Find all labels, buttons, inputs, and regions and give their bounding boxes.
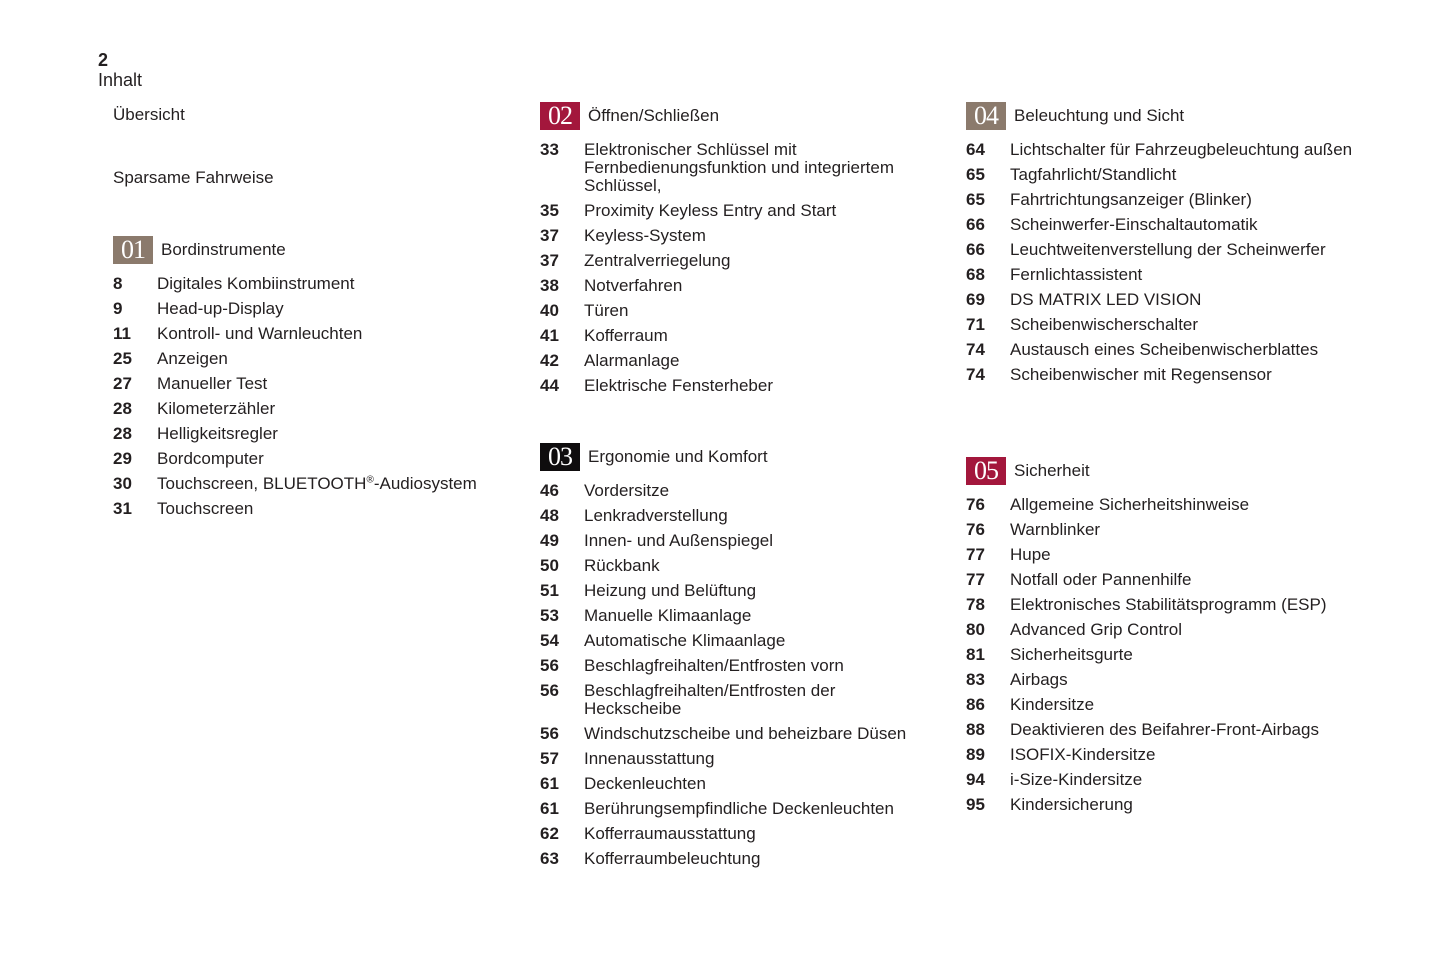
toc-entry-label: Fahrtrichtungsanzeiger (Blinker) xyxy=(1010,190,1252,209)
toc-entry-text xyxy=(1010,796,1361,814)
toc-entry-text xyxy=(584,582,935,600)
toc-entry-text xyxy=(1010,746,1361,764)
toc-entry-text xyxy=(157,325,513,343)
toc-entry[interactable] xyxy=(540,607,935,625)
toc-entry-label: Innen- und Außenspiegel xyxy=(584,531,774,550)
toc-entry[interactable] xyxy=(540,582,935,600)
toc-entry-text xyxy=(584,532,935,550)
toc-entry-label: Kontroll- und Warnleuchten xyxy=(157,324,363,343)
toc-entry-label: Manueller Test xyxy=(157,374,268,393)
toc-entry-text xyxy=(1010,621,1361,639)
toc-entry[interactable] xyxy=(540,850,935,868)
toc-entry-label: Touchscreen, BLUETOOTH xyxy=(157,474,367,493)
toc-entry-label: Warnblinker xyxy=(1010,520,1101,539)
toc-entry-label: Airbags xyxy=(1010,670,1068,689)
toc-entry-text xyxy=(584,632,935,650)
toc-entry-label: Hupe xyxy=(1010,545,1051,564)
toc-entry[interactable] xyxy=(113,275,513,293)
toc-entry-label: Lenkradverstellung xyxy=(584,506,728,525)
toc-entry-label: Rückbank xyxy=(584,556,660,575)
toc-entry[interactable] xyxy=(540,825,935,843)
section-header xyxy=(540,443,935,471)
toc-entry[interactable] xyxy=(966,796,1361,814)
toc-entry-label: Deaktivieren des Beifahrer-Front-Airbags xyxy=(1010,720,1319,739)
toc-entry-page: 42 xyxy=(540,351,559,370)
toc-entry-label: Bordcomputer xyxy=(157,449,264,468)
toc-entry-label: Kindersicherung xyxy=(1010,795,1133,814)
toc-entry-label: Elektronisches Stabilitätsprogramm (ESP) xyxy=(1010,595,1327,614)
toc-entry[interactable] xyxy=(966,496,1361,514)
toc-entry[interactable] xyxy=(540,682,935,718)
toc-entry-page: 56 xyxy=(540,681,559,700)
registered-mark: ® xyxy=(366,474,374,486)
toc-entry-label: Austausch eines Scheibenwischerblattes xyxy=(1010,340,1319,359)
toc-entry[interactable] xyxy=(540,141,935,195)
toc-entry-text xyxy=(1010,216,1361,234)
toc-entry-text xyxy=(1010,341,1361,359)
toc-entry-page: 66 xyxy=(966,240,985,259)
chapter-number-badge: 02 xyxy=(540,102,580,130)
toc-entry-text xyxy=(157,450,513,468)
toc-entry-page: 33 xyxy=(540,140,559,159)
toc-entry-label-suffix: -Audiosystem xyxy=(373,474,477,493)
toc-entry-page: 77 xyxy=(966,570,985,589)
toc-entry-text xyxy=(584,302,935,320)
section-04 xyxy=(966,102,1361,391)
toc-entry-page: 95 xyxy=(966,795,985,814)
toc-entry-page: 76 xyxy=(966,520,985,539)
toc-entry-label: Tagfahrlicht/Standlicht xyxy=(1010,165,1177,184)
toc-entry-text xyxy=(584,252,935,270)
section-01 xyxy=(113,236,513,525)
toc-entry-text xyxy=(157,275,513,293)
toc-entry-label: Advanced Grip Control xyxy=(1010,620,1182,639)
toc-entry[interactable] xyxy=(540,202,935,220)
toc-entry[interactable] xyxy=(540,252,935,270)
toc-entry-page: 27 xyxy=(113,374,132,393)
toc-entry-label: Scheibenwischer mit Regensensor xyxy=(1010,365,1272,384)
toc-entry-text xyxy=(1010,316,1361,334)
toc-entry[interactable] xyxy=(966,621,1361,639)
toc-entry-page: 83 xyxy=(966,670,985,689)
toc-entry[interactable] xyxy=(113,400,513,418)
toc-entry[interactable] xyxy=(113,350,513,368)
toc-entry-label: Notfall oder Pannenhilfe xyxy=(1010,570,1192,589)
toc-entry-page: 88 xyxy=(966,720,985,739)
section-header xyxy=(966,102,1361,130)
toc-entry[interactable] xyxy=(966,266,1361,284)
toc-entry[interactable] xyxy=(540,775,935,793)
chapter-title[interactable]: Beleuchtung und Sicht xyxy=(1014,106,1185,125)
toc-entry-text xyxy=(157,425,513,443)
toc-entry[interactable] xyxy=(540,632,935,650)
toc-entry[interactable] xyxy=(113,325,513,343)
toc-entry-label: Deckenleuchten xyxy=(584,774,706,793)
toc-entry-page: 63 xyxy=(540,849,559,868)
toc-entry-text xyxy=(1010,166,1361,184)
toc-entry-page: 77 xyxy=(966,545,985,564)
toc-entry[interactable] xyxy=(966,671,1361,689)
toc-entry[interactable] xyxy=(966,646,1361,664)
toc-entry-text xyxy=(157,300,513,318)
toc-entry-label: Anzeigen xyxy=(157,349,228,368)
toc-entry-text xyxy=(584,202,935,220)
toc-entry-label: Berührungsempfindliche Deckenleuchten xyxy=(584,799,894,818)
toc-entry-page: 48 xyxy=(540,506,559,525)
toc-entry-page: 29 xyxy=(113,449,132,468)
toc-entry[interactable] xyxy=(540,352,935,370)
toc-entry[interactable] xyxy=(966,241,1361,259)
toc-entry[interactable] xyxy=(113,375,513,393)
toc-entry-page: 37 xyxy=(540,251,559,270)
toc-entry-page: 86 xyxy=(966,695,985,714)
toc-entry-page: 66 xyxy=(966,215,985,234)
toc-entry-page: 37 xyxy=(540,226,559,245)
toc-entry[interactable] xyxy=(113,450,513,468)
toc-entry-text xyxy=(584,850,935,868)
toc-entry-label: DS MATRIX LED VISION xyxy=(1010,290,1202,309)
toc-entry-label: Proximity Keyless Entry and Start xyxy=(584,201,837,220)
toc-entry-page: 57 xyxy=(540,749,559,768)
toc-entry-page: 68 xyxy=(966,265,985,284)
toc-entry-label: Automatische Klimaanlage xyxy=(584,631,786,650)
toc-entry[interactable] xyxy=(540,327,935,345)
toc-entry-label: Heizung und Belüftung xyxy=(584,581,757,600)
toc-entry-text xyxy=(1010,521,1361,539)
toc-entry-text xyxy=(157,475,513,493)
toc-entry[interactable] xyxy=(540,800,935,818)
toc-link-economical-driving[interactable]: Sparsame Fahrweise xyxy=(113,168,274,187)
section-header xyxy=(113,236,513,264)
toc-entry-page: 40 xyxy=(540,301,559,320)
toc-entry-text xyxy=(584,825,935,843)
toc-entry[interactable] xyxy=(966,771,1361,789)
toc-entry-text xyxy=(157,350,513,368)
toc-entry-text xyxy=(584,607,935,625)
toc-entry-list xyxy=(966,141,1361,384)
chapter-title[interactable]: Sicherheit xyxy=(1014,461,1090,480)
toc-entry-page: 76 xyxy=(966,495,985,514)
toc-entry[interactable] xyxy=(966,191,1361,209)
toc-entry-page: 8 xyxy=(113,274,123,293)
toc-entry-page: 30 xyxy=(113,474,132,493)
toc-entry-label: Alarmanlage xyxy=(584,351,680,370)
toc-entry[interactable] xyxy=(540,302,935,320)
toc-entry-label: Beschlagfreihalten/Entfrosten vorn xyxy=(584,656,844,675)
chapter-title[interactable]: Ergonomie und Komfort xyxy=(588,447,768,466)
toc-entry-page: 74 xyxy=(966,365,985,384)
section-header xyxy=(540,102,935,130)
toc-entry-label: ISOFIX-Kindersitze xyxy=(1010,745,1156,764)
chapter-number-badge: 05 xyxy=(966,457,1006,485)
toc-link-overview[interactable]: Übersicht xyxy=(113,105,185,124)
toc-entry-page: 56 xyxy=(540,724,559,743)
toc-entry-page: 35 xyxy=(540,201,559,220)
toc-entry-label: Windschutzscheibe und beheizbare Düsen xyxy=(584,724,907,743)
toc-entry-text xyxy=(584,327,935,345)
toc-entry[interactable] xyxy=(540,532,935,550)
toc-entry-page: 94 xyxy=(966,770,985,789)
toc-entry-page: 64 xyxy=(966,140,985,159)
toc-entry-page: 53 xyxy=(540,606,559,625)
toc-entry-page: 78 xyxy=(966,595,985,614)
toc-entry-text xyxy=(1010,571,1361,589)
toc-entry-text xyxy=(584,800,935,818)
toc-entry-label: Touchscreen xyxy=(157,499,254,518)
toc-entry-page: 51 xyxy=(540,581,559,600)
toc-entry-page: 74 xyxy=(966,340,985,359)
toc-entry-label: Sicherheitsgurte xyxy=(1010,645,1133,664)
toc-entry[interactable] xyxy=(540,277,935,295)
toc-entry[interactable] xyxy=(966,216,1361,234)
toc-entry-text xyxy=(1010,191,1361,209)
toc-entry-text xyxy=(1010,266,1361,284)
section-03 xyxy=(540,443,935,875)
toc-entry-text xyxy=(584,657,935,675)
toc-entry[interactable] xyxy=(966,316,1361,334)
toc-entry-label: Lichtschalter für Fahrzeugbeleuchtung außen xyxy=(1010,140,1353,159)
toc-entry-page: 65 xyxy=(966,165,985,184)
toc-entry-text xyxy=(1010,596,1361,614)
toc-entry-page: 44 xyxy=(540,376,559,395)
toc-entry-label: Kofferraum xyxy=(584,326,668,345)
toc-entry-list xyxy=(966,496,1361,814)
toc-entry[interactable] xyxy=(966,341,1361,359)
toc-entry-page: 31 xyxy=(113,499,132,518)
toc-entry[interactable] xyxy=(966,166,1361,184)
toc-entry[interactable] xyxy=(113,425,513,443)
toc-entry-label: Türen xyxy=(584,301,629,320)
toc-entry-text xyxy=(157,375,513,393)
toc-entry-page: 25 xyxy=(113,349,132,368)
toc-entry-page: 65 xyxy=(966,190,985,209)
toc-entry-label: i-Size-Kindersitze xyxy=(1010,770,1143,789)
toc-entry-text xyxy=(1010,696,1361,714)
toc-entry-page: 81 xyxy=(966,645,985,664)
toc-entry[interactable] xyxy=(966,366,1361,384)
toc-entry-list xyxy=(540,482,935,868)
toc-entry-page: 71 xyxy=(966,315,985,334)
toc-entry[interactable] xyxy=(966,141,1361,159)
toc-entry-label: Beschlagfreihalten/Entfrosten der Heckscheibe xyxy=(584,681,836,718)
toc-entry-page: 49 xyxy=(540,531,559,550)
toc-entry-label: Allgemeine Sicherheitshinweise xyxy=(1010,495,1250,514)
toc-entry-label: Manuelle Klimaanlage xyxy=(584,606,752,625)
toc-entry[interactable] xyxy=(540,482,935,500)
chapter-number-badge: 03 xyxy=(540,443,580,471)
toc-entry-text xyxy=(584,227,935,245)
section-02 xyxy=(540,102,935,402)
toc-entry-text xyxy=(1010,141,1361,159)
toc-entry-text xyxy=(1010,721,1361,739)
toc-entry-page: 28 xyxy=(113,424,132,443)
toc-entry-label: Elektronischer Schlüssel mit Fernbedienungsfunktion und integriertem Schlüssel, xyxy=(584,140,894,195)
toc-entry-label: Helligkeitsregler xyxy=(157,424,278,443)
toc-entry[interactable] xyxy=(966,696,1361,714)
toc-entry-text xyxy=(1010,241,1361,259)
toc-entry-label: Head-up-Display xyxy=(157,299,284,318)
toc-entry-label: Kofferraumbeleuchtung xyxy=(584,849,761,868)
chapter-number-badge: 04 xyxy=(966,102,1006,130)
toc-entry-text xyxy=(1010,671,1361,689)
toc-entry-text xyxy=(584,682,935,718)
toc-entry-label: Digitales Kombiinstrument xyxy=(157,274,355,293)
toc-entry[interactable] xyxy=(966,546,1361,564)
toc-entry[interactable] xyxy=(540,657,935,675)
page-title: Inhalt xyxy=(98,70,143,90)
toc-entry-text xyxy=(584,750,935,768)
toc-entry-label: Kofferraumausstattung xyxy=(584,824,756,843)
toc-entry-text xyxy=(584,482,935,500)
toc-entry-list xyxy=(113,275,513,518)
toc-entry-label: Leuchtweitenverstellung der Scheinwerfer xyxy=(1010,240,1326,259)
toc-entry[interactable] xyxy=(966,721,1361,739)
toc-entry-text xyxy=(584,377,935,395)
toc-entry-text xyxy=(157,500,513,518)
chapter-title[interactable]: Öffnen/Schließen xyxy=(588,106,720,125)
toc-entry-list xyxy=(540,141,935,395)
toc-entry-label: Kilometerzähler xyxy=(157,399,276,418)
toc-entry[interactable] xyxy=(966,596,1361,614)
toc-entry-text xyxy=(1010,771,1361,789)
toc-entry-text xyxy=(584,141,935,195)
toc-entry-text xyxy=(157,400,513,418)
toc-entry-text xyxy=(584,507,935,525)
toc-entry-page: 11 xyxy=(113,324,131,343)
toc-entry-page: 62 xyxy=(540,824,559,843)
toc-entry[interactable] xyxy=(540,377,935,395)
toc-entry-page: 89 xyxy=(966,745,985,764)
toc-entry-page: 9 xyxy=(113,299,123,318)
chapter-number-badge: 01 xyxy=(113,236,153,264)
toc-entry-text xyxy=(1010,646,1361,664)
page-number: 2 xyxy=(98,50,109,70)
toc-entry-text xyxy=(584,557,935,575)
toc-entry-label: Scheibenwischerschalter xyxy=(1010,315,1199,334)
toc-entry[interactable] xyxy=(966,746,1361,764)
toc-entry-label: Notverfahren xyxy=(584,276,683,295)
chapter-title[interactable]: Bordinstrumente xyxy=(161,240,286,259)
toc-entry[interactable] xyxy=(540,750,935,768)
toc-entry-page: 41 xyxy=(540,326,559,345)
toc-entry-text xyxy=(1010,496,1361,514)
toc-entry-label: Scheinwerfer-Einschaltautomatik xyxy=(1010,215,1258,234)
toc-entry-page: 56 xyxy=(540,656,559,675)
toc-entry-text xyxy=(584,352,935,370)
toc-entry-text xyxy=(584,725,935,743)
toc-entry[interactable] xyxy=(113,300,513,318)
toc-entry-label: Fernlichtassistent xyxy=(1010,265,1143,284)
toc-entry[interactable] xyxy=(966,521,1361,539)
toc-entry[interactable] xyxy=(113,475,513,493)
toc-entry-page: 46 xyxy=(540,481,559,500)
toc-entry[interactable] xyxy=(113,500,513,518)
toc-entry-page: 50 xyxy=(540,556,559,575)
toc-entry-text xyxy=(1010,546,1361,564)
section-header xyxy=(966,457,1361,485)
toc-entry[interactable] xyxy=(966,571,1361,589)
toc-entry-page: 28 xyxy=(113,399,132,418)
toc-entry-text xyxy=(1010,291,1361,309)
toc-entry-page: 69 xyxy=(966,290,985,309)
toc-entry[interactable] xyxy=(540,557,935,575)
toc-entry-page: 80 xyxy=(966,620,985,639)
toc-entry[interactable] xyxy=(540,725,935,743)
section-05 xyxy=(966,457,1361,821)
toc-entry[interactable] xyxy=(540,227,935,245)
toc-entry-label: Kindersitze xyxy=(1010,695,1095,714)
toc-entry-text xyxy=(584,277,935,295)
toc-entry-page: 54 xyxy=(540,631,559,650)
toc-entry-text xyxy=(584,775,935,793)
toc-entry-label: Innenausstattung xyxy=(584,749,715,768)
toc-entry-page: 61 xyxy=(540,774,559,793)
toc-entry[interactable] xyxy=(540,507,935,525)
toc-entry-label: Keyless-System xyxy=(584,226,706,245)
toc-entry-label: Zentralverriegelung xyxy=(584,251,731,270)
toc-entry[interactable] xyxy=(966,291,1361,309)
toc-entry-label: Elektrische Fensterheber xyxy=(584,376,773,395)
toc-entry-page: 38 xyxy=(540,276,559,295)
toc-entry-page: 61 xyxy=(540,799,559,818)
toc-entry-text xyxy=(1010,366,1361,384)
toc-entry-label: Vordersitze xyxy=(584,481,670,500)
